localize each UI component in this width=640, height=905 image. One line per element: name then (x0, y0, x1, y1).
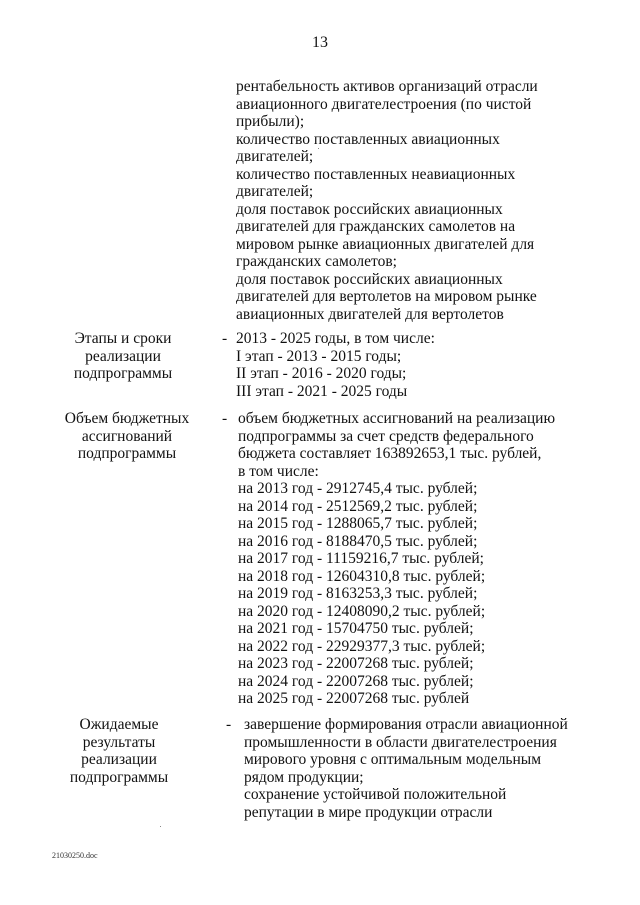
results-label (64, 716, 174, 786)
budget-line: на 2018 год - 12604310,8 тыс. рублей; (238, 567, 486, 585)
budget-line: на 2014 год - 2512569,2 тыс. рублей; (238, 497, 478, 515)
intro-line: мировом рынке авиационных двигателей для (236, 235, 535, 253)
results-label-line: подпрограммы (69, 768, 169, 786)
intro-line: авиационного двигателестроения (по чистой (236, 95, 532, 113)
budget-line: на 2015 год - 1288065,7 тыс. рублей; (238, 515, 478, 532)
results-dash: - (226, 716, 232, 733)
budget-line: в том числе: (238, 462, 319, 480)
stages-line: II этап - 2016 - 2020 годы; (236, 365, 407, 382)
stages-label-line: реализации (85, 347, 161, 365)
budget-line: на 2016 год - 8188470,5 тыс. рублей; (238, 532, 478, 550)
intro-line: двигателей для гражданских самолетов на (236, 218, 516, 235)
budget-dash: - (222, 410, 228, 427)
intro-line: двигателей; (236, 183, 314, 200)
footer-filename: 21030250.doc (52, 851, 98, 860)
scan-speck (160, 826, 161, 827)
intro-line: двигателей для вертолетов на мировом рынке (236, 288, 537, 305)
budget-text (238, 410, 555, 708)
intro-line: доля поставок российских авиационных (236, 200, 503, 218)
results-line: репутации в мире продукции отрасли (244, 803, 493, 821)
budget-label (60, 410, 194, 463)
stages-label-line: Этапы и сроки (74, 330, 172, 347)
results-line: сохранение устойчивой положительной (244, 786, 507, 803)
budget-label-line: подпрограммы (77, 445, 177, 462)
stages-label-line: подпрограммы (73, 365, 173, 382)
budget-label-line: ассигнований (81, 427, 173, 445)
results-label-line: реализации (81, 751, 157, 768)
results-label-line: результаты (82, 733, 156, 751)
stages-dash: - (222, 330, 228, 347)
stages-line: 2013 - 2025 годы, в том числе: (236, 330, 435, 347)
budget-line: на 2023 год - 22007268 тыс. рублей; (238, 655, 474, 672)
intro-line: количество поставленных неавиационных (236, 165, 516, 183)
intro-line: двигателей; (236, 148, 314, 165)
stages-line: III этап - 2021 - 2025 годы (236, 382, 408, 400)
intro-line: рентабельность активов организаций отрасли (236, 78, 538, 95)
page-number: 13 (312, 34, 328, 51)
intro-line: прибыли); (236, 113, 305, 130)
results-line: мирового уровня с оптимальным модельным (244, 751, 542, 768)
budget-line: на 2013 год - 2912745,4 тыс. рублей; (238, 480, 478, 497)
results-line: завершение формирования отрасли авиационной (244, 716, 568, 733)
budget-line: на 2017 год - 11159216,7 тыс. рублей; (238, 550, 484, 567)
intro-line: количество поставленных авиационных (236, 130, 500, 148)
budget-line: подпрограммы за счет средств федерального (238, 427, 534, 445)
budget-line: бюджета составляет 163892653,1 тыс. рублей, (238, 445, 542, 462)
intro-line: доля поставок российских авиационных (236, 270, 503, 288)
budget-line: на 2022 год - 22929377,3 тыс. рублей; (238, 637, 486, 655)
budget-line: на 2019 год - 8163253,3 тыс. рублей; (238, 585, 478, 602)
intro-line: гражданских самолетов; (236, 253, 397, 270)
budget-line: на 2025 год - 22007268 тыс. рублей (238, 690, 470, 707)
results-text (244, 716, 568, 821)
scan-speck (318, 148, 319, 149)
stages-text (236, 330, 435, 400)
results-line: рядом продукции; (244, 768, 364, 786)
results-line: промышленности в области двигателестроения (244, 733, 557, 751)
intro-text (236, 78, 538, 323)
budget-line: на 2021 год - 15704750 тыс. рублей; (238, 620, 474, 637)
results-label-line: Ожидаемые (79, 716, 159, 733)
stages-label (60, 330, 186, 383)
budget-line: на 2024 год - 22007268 тыс. рублей; (238, 672, 474, 690)
budget-line: на 2020 год - 12408090,2 тыс. рублей; (238, 602, 486, 620)
stages-line: I этап - 2013 - 2015 годы; (236, 347, 402, 365)
intro-line: авиационных двигателей для вертолетов (236, 305, 504, 323)
budget-label-line: Объем бюджетных (64, 410, 190, 427)
budget-line: объем бюджетных ассигнований на реализацию (238, 410, 556, 427)
